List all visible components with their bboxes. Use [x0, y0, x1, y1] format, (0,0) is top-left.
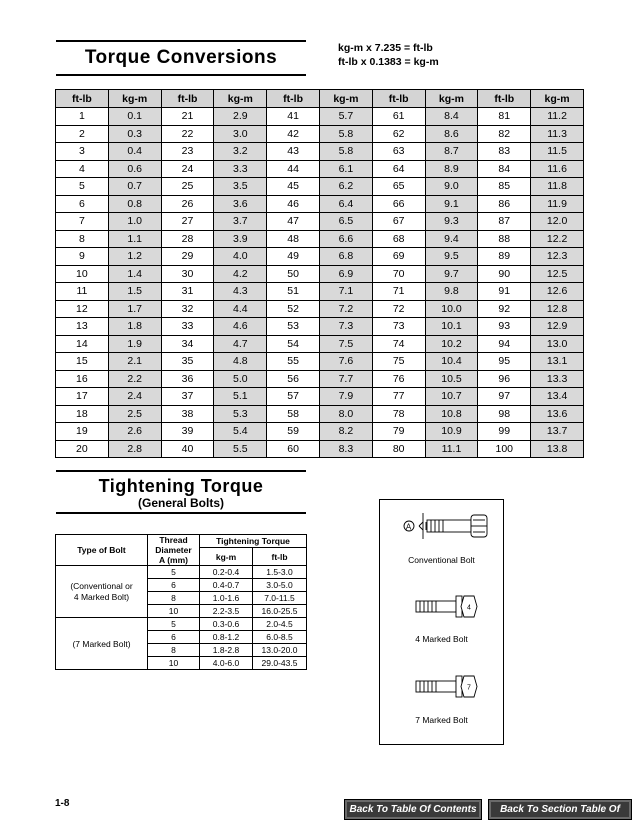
tt-cell: 8 — [148, 592, 200, 605]
conversion-row — [56, 388, 584, 406]
kgm-cell: 11.3 — [531, 125, 584, 143]
tt-header-ftlb: ft-lb — [253, 548, 307, 566]
ftlb-cell: 10 — [56, 265, 109, 283]
ftlb-cell: 42 — [267, 125, 320, 143]
kgm-cell: 6.8 — [319, 248, 372, 266]
ftlb-cell: 49 — [267, 248, 320, 266]
kgm-cell: 2.2 — [108, 370, 161, 388]
ftlb-cell: 71 — [372, 283, 425, 301]
kgm-cell: 1.2 — [108, 248, 161, 266]
kgm-cell: 1.5 — [108, 283, 161, 301]
kgm-cell: 10.9 — [425, 423, 478, 441]
kgm-cell: 0.8 — [108, 195, 161, 213]
ftlb-cell: 47 — [267, 213, 320, 231]
page-title: Torque Conversions — [84, 47, 278, 68]
ftlb-cell: 25 — [161, 178, 214, 196]
ftlb-cell: 5 — [56, 178, 109, 196]
title-rule-top — [56, 40, 306, 42]
kgm-cell: 6.9 — [319, 265, 372, 283]
conversion-row — [56, 178, 584, 196]
svg-text:7: 7 — [467, 684, 471, 692]
ftlb-cell: 38 — [161, 405, 214, 423]
ftlb-cell: 30 — [161, 265, 214, 283]
ftlb-cell: 32 — [161, 300, 214, 318]
kgm-cell: 7.7 — [319, 370, 372, 388]
svg-text:4: 4 — [467, 604, 471, 612]
ftlb-cell: 1 — [56, 108, 109, 126]
tt-cell: 10 — [148, 605, 200, 618]
kgm-cell: 12.5 — [531, 265, 584, 283]
kgm-cell: 5.5 — [214, 440, 267, 458]
kgm-cell: 8.9 — [425, 160, 478, 178]
conversion-row — [56, 125, 584, 143]
tightening-title: Tightening Torque — [98, 476, 264, 496]
ftlb-cell: 59 — [267, 423, 320, 441]
torque-conversion-table — [55, 89, 584, 458]
tt-row — [56, 566, 307, 579]
tt-header-torque: Tightening Torque — [200, 535, 307, 548]
conversion-header-cell: ft-lb — [267, 90, 320, 108]
conversion-row — [56, 195, 584, 213]
tt-cell: 0.4-0.7 — [200, 579, 253, 592]
ftlb-cell: 9 — [56, 248, 109, 266]
ftlb-cell: 84 — [478, 160, 531, 178]
bolt-illustrations — [380, 500, 503, 744]
kgm-cell: 0.3 — [108, 125, 161, 143]
kgm-cell: 12.0 — [531, 213, 584, 231]
kgm-cell: 3.3 — [214, 160, 267, 178]
kgm-cell: 1.1 — [108, 230, 161, 248]
tt-header-thread-2: Diameter — [155, 545, 192, 555]
kgm-cell: 5.8 — [319, 125, 372, 143]
tt-cell: 6 — [148, 579, 200, 592]
kgm-cell: 8.6 — [425, 125, 478, 143]
ftlb-cell: 100 — [478, 440, 531, 458]
kgm-cell: 9.7 — [425, 265, 478, 283]
ftlb-cell: 18 — [56, 405, 109, 423]
ftlb-cell: 81 — [478, 108, 531, 126]
ftlb-cell: 27 — [161, 213, 214, 231]
kgm-cell: 5.8 — [319, 143, 372, 161]
tt-cell: 5 — [148, 618, 200, 631]
kgm-cell: 12.9 — [531, 318, 584, 336]
kgm-cell: 2.9 — [214, 108, 267, 126]
ftlb-cell: 74 — [372, 335, 425, 353]
conversion-row — [56, 265, 584, 283]
kgm-cell: 1.8 — [108, 318, 161, 336]
tt-cell: 6.0-8.5 — [253, 631, 307, 644]
tt-header-type: Type of Bolt — [56, 535, 148, 566]
kgm-cell: 1.7 — [108, 300, 161, 318]
ftlb-cell: 48 — [267, 230, 320, 248]
conversion-row — [56, 108, 584, 126]
ftlb-cell: 93 — [478, 318, 531, 336]
kgm-cell: 0.4 — [108, 143, 161, 161]
conversion-header-row — [56, 90, 584, 108]
tt-cell: 8 — [148, 644, 200, 657]
kgm-cell: 10.8 — [425, 405, 478, 423]
kgm-cell: 10.5 — [425, 370, 478, 388]
ftlb-cell: 88 — [478, 230, 531, 248]
ftlb-cell: 53 — [267, 318, 320, 336]
back-to-table-of-contents-button[interactable]: Back To Table Of Contents — [344, 799, 482, 820]
ftlb-cell: 61 — [372, 108, 425, 126]
ftlb-cell: 86 — [478, 195, 531, 213]
kgm-cell: 5.0 — [214, 370, 267, 388]
kgm-cell: 6.2 — [319, 178, 372, 196]
kgm-cell: 10.2 — [425, 335, 478, 353]
conversion-row — [56, 440, 584, 458]
conversion-row — [56, 423, 584, 441]
ftlb-cell: 19 — [56, 423, 109, 441]
back-to-section-toc-button[interactable]: Back To Section Table Of Contents — [488, 799, 632, 820]
page-number: 1-8 — [55, 798, 70, 809]
conversion-header-cell: kg-m — [531, 90, 584, 108]
ftlb-cell: 57 — [267, 388, 320, 406]
kgm-cell: 5.1 — [214, 388, 267, 406]
kgm-cell: 2.5 — [108, 405, 161, 423]
ftlb-cell: 17 — [56, 388, 109, 406]
kgm-cell: 13.7 — [531, 423, 584, 441]
ftlb-cell: 2 — [56, 125, 109, 143]
conversion-header-cell: ft-lb — [161, 90, 214, 108]
conversion-header-cell: ft-lb — [56, 90, 109, 108]
ftlb-cell: 76 — [372, 370, 425, 388]
conversion-header-cell: ft-lb — [478, 90, 531, 108]
ftlb-cell: 95 — [478, 353, 531, 371]
conversion-header-cell: ft-lb — [372, 90, 425, 108]
kgm-cell: 4.6 — [214, 318, 267, 336]
kgm-cell: 7.5 — [319, 335, 372, 353]
ftlb-cell: 85 — [478, 178, 531, 196]
ftlb-cell: 79 — [372, 423, 425, 441]
kgm-cell: 1.0 — [108, 213, 161, 231]
kgm-cell: 13.6 — [531, 405, 584, 423]
conversion-header-cell: kg-m — [425, 90, 478, 108]
ftlb-cell: 51 — [267, 283, 320, 301]
kgm-cell: 2.1 — [108, 353, 161, 371]
conversion-row — [56, 248, 584, 266]
tt-group-conventional — [56, 566, 148, 618]
conversion-header-cell: kg-m — [108, 90, 161, 108]
ftlb-cell: 54 — [267, 335, 320, 353]
ftlb-cell: 55 — [267, 353, 320, 371]
kgm-cell: 11.9 — [531, 195, 584, 213]
kgm-cell: 7.9 — [319, 388, 372, 406]
ftlb-cell: 24 — [161, 160, 214, 178]
tt-group-1-line-1: (Conventional or — [70, 580, 133, 591]
formula-kgm-to-ftlb: kg-m x 7.235 = ft-lb — [338, 42, 433, 54]
kgm-cell: 9.5 — [425, 248, 478, 266]
kgm-cell: 4.0 — [214, 248, 267, 266]
ftlb-cell: 62 — [372, 125, 425, 143]
kgm-cell: 4.3 — [214, 283, 267, 301]
ftlb-cell: 33 — [161, 318, 214, 336]
ftlb-cell: 23 — [161, 143, 214, 161]
kgm-cell: 13.0 — [531, 335, 584, 353]
kgm-cell: 5.3 — [214, 405, 267, 423]
conversion-row — [56, 213, 584, 231]
conversion-row — [56, 230, 584, 248]
ftlb-cell: 56 — [267, 370, 320, 388]
tt-cell: 2.2-3.5 — [200, 605, 253, 618]
ftlb-cell: 40 — [161, 440, 214, 458]
conversion-header-cell: kg-m — [214, 90, 267, 108]
kgm-cell: 11.8 — [531, 178, 584, 196]
ftlb-cell: 58 — [267, 405, 320, 423]
ftlb-cell: 37 — [161, 388, 214, 406]
ftlb-cell: 67 — [372, 213, 425, 231]
ftlb-cell: 63 — [372, 143, 425, 161]
kgm-cell: 6.4 — [319, 195, 372, 213]
ftlb-cell: 68 — [372, 230, 425, 248]
conversion-row — [56, 335, 584, 353]
kgm-cell: 12.8 — [531, 300, 584, 318]
kgm-cell: 4.7 — [214, 335, 267, 353]
kgm-cell: 13.3 — [531, 370, 584, 388]
ftlb-cell: 11 — [56, 283, 109, 301]
kgm-cell: 11.5 — [531, 143, 584, 161]
tt-cell: 0.8-1.2 — [200, 631, 253, 644]
ftlb-cell: 89 — [478, 248, 531, 266]
ftlb-cell: 34 — [161, 335, 214, 353]
tt-header-thread-3: A (mm) — [159, 555, 188, 565]
ftlb-cell: 15 — [56, 353, 109, 371]
tt-cell: 7.0-11.5 — [253, 592, 307, 605]
ftlb-cell: 60 — [267, 440, 320, 458]
dimension-marker: A — [405, 522, 412, 532]
ftlb-cell: 8 — [56, 230, 109, 248]
kgm-cell: 3.0 — [214, 125, 267, 143]
ftlb-cell: 73 — [372, 318, 425, 336]
kgm-cell: 11.6 — [531, 160, 584, 178]
ftlb-cell: 13 — [56, 318, 109, 336]
ftlb-cell: 29 — [161, 248, 214, 266]
tt-cell: 5 — [148, 566, 200, 579]
ftlb-cell: 97 — [478, 388, 531, 406]
ftlb-cell: 78 — [372, 405, 425, 423]
conversion-row — [56, 318, 584, 336]
title-rule-bottom — [56, 74, 306, 76]
kgm-cell: 6.5 — [319, 213, 372, 231]
kgm-cell: 0.6 — [108, 160, 161, 178]
kgm-cell: 5.4 — [214, 423, 267, 441]
tt-row — [56, 618, 307, 631]
ftlb-cell: 72 — [372, 300, 425, 318]
seven-marked-bolt-icon — [416, 676, 477, 697]
caption-conventional-bolt: Conventional Bolt — [408, 555, 475, 565]
conversion-row — [56, 160, 584, 178]
kgm-cell: 7.2 — [319, 300, 372, 318]
kgm-cell: 4.2 — [214, 265, 267, 283]
ftlb-cell: 50 — [267, 265, 320, 283]
kgm-cell: 10.1 — [425, 318, 478, 336]
tt-header-kgm: kg-m — [200, 548, 253, 566]
tt-cell: 2.0-4.5 — [253, 618, 307, 631]
kgm-cell: 2.8 — [108, 440, 161, 458]
tt-cell: 4.0-6.0 — [200, 657, 253, 670]
kgm-cell: 8.3 — [319, 440, 372, 458]
kgm-cell: 13.4 — [531, 388, 584, 406]
tt-group-7-marked: (7 Marked Bolt) — [56, 618, 148, 670]
tt-cell: 0.3-0.6 — [200, 618, 253, 631]
ftlb-cell: 52 — [267, 300, 320, 318]
tt-cell: 16.0-25.5 — [253, 605, 307, 618]
ftlb-cell: 75 — [372, 353, 425, 371]
ftlb-cell: 6 — [56, 195, 109, 213]
ftlb-cell: 36 — [161, 370, 214, 388]
tt-cell: 29.0-43.5 — [253, 657, 307, 670]
ftlb-cell: 31 — [161, 283, 214, 301]
kgm-cell: 10.7 — [425, 388, 478, 406]
tt-cell: 3.0-5.0 — [253, 579, 307, 592]
ftlb-cell: 39 — [161, 423, 214, 441]
kgm-cell: 0.1 — [108, 108, 161, 126]
ftlb-cell: 83 — [478, 143, 531, 161]
ftlb-cell: 99 — [478, 423, 531, 441]
kgm-cell: 12.6 — [531, 283, 584, 301]
kgm-cell: 6.6 — [319, 230, 372, 248]
bolt-illustration-box — [379, 499, 504, 745]
ftlb-cell: 70 — [372, 265, 425, 283]
kgm-cell: 11.1 — [425, 440, 478, 458]
kgm-cell: 3.5 — [214, 178, 267, 196]
kgm-cell: 8.4 — [425, 108, 478, 126]
ftlb-cell: 21 — [161, 108, 214, 126]
kgm-cell: 9.3 — [425, 213, 478, 231]
tt-cell: 1.8-2.8 — [200, 644, 253, 657]
ftlb-cell: 16 — [56, 370, 109, 388]
kgm-cell: 2.4 — [108, 388, 161, 406]
ftlb-cell: 64 — [372, 160, 425, 178]
kgm-cell: 9.1 — [425, 195, 478, 213]
ftlb-cell: 66 — [372, 195, 425, 213]
kgm-cell: 3.7 — [214, 213, 267, 231]
conversion-row — [56, 353, 584, 371]
ftlb-cell: 96 — [478, 370, 531, 388]
tightening-rule-bottom — [56, 512, 306, 514]
kgm-cell: 7.3 — [319, 318, 372, 336]
kgm-cell: 2.6 — [108, 423, 161, 441]
kgm-cell: 3.2 — [214, 143, 267, 161]
tt-cell: 1.5-3.0 — [253, 566, 307, 579]
conversion-row — [56, 405, 584, 423]
ftlb-cell: 87 — [478, 213, 531, 231]
tt-cell: 13.0-20.0 — [253, 644, 307, 657]
kgm-cell: 13.1 — [531, 353, 584, 371]
ftlb-cell: 46 — [267, 195, 320, 213]
kgm-cell: 9.8 — [425, 283, 478, 301]
ftlb-cell: 82 — [478, 125, 531, 143]
tt-header-thread — [148, 535, 200, 566]
tt-cell: 6 — [148, 631, 200, 644]
ftlb-cell: 41 — [267, 108, 320, 126]
caption-4-marked-bolt: 4 Marked Bolt — [415, 634, 468, 644]
tt-cell: 0.2-0.4 — [200, 566, 253, 579]
kgm-cell: 0.7 — [108, 178, 161, 196]
kgm-cell: 11.2 — [531, 108, 584, 126]
kgm-cell: 8.7 — [425, 143, 478, 161]
ftlb-cell: 35 — [161, 353, 214, 371]
kgm-cell: 7.6 — [319, 353, 372, 371]
kgm-cell: 9.4 — [425, 230, 478, 248]
ftlb-cell: 98 — [478, 405, 531, 423]
conversion-row — [56, 143, 584, 161]
conversion-row — [56, 283, 584, 301]
kgm-cell: 9.0 — [425, 178, 478, 196]
tt-header-thread-1: Thread — [159, 535, 188, 545]
kgm-cell: 5.7 — [319, 108, 372, 126]
conversion-row — [56, 300, 584, 318]
ftlb-cell: 4 — [56, 160, 109, 178]
ftlb-cell: 7 — [56, 213, 109, 231]
kgm-cell: 4.4 — [214, 300, 267, 318]
ftlb-cell: 43 — [267, 143, 320, 161]
kgm-cell: 1.4 — [108, 265, 161, 283]
conversion-row — [56, 370, 584, 388]
ftlb-cell: 14 — [56, 335, 109, 353]
kgm-cell: 13.8 — [531, 440, 584, 458]
kgm-cell: 8.0 — [319, 405, 372, 423]
ftlb-cell: 69 — [372, 248, 425, 266]
tt-header-row — [56, 535, 307, 548]
kgm-cell: 1.9 — [108, 335, 161, 353]
conversion-header-cell: kg-m — [319, 90, 372, 108]
ftlb-cell: 94 — [478, 335, 531, 353]
ftlb-cell: 90 — [478, 265, 531, 283]
ftlb-cell: 92 — [478, 300, 531, 318]
tt-cell: 10 — [148, 657, 200, 670]
caption-7-marked-bolt: 7 Marked Bolt — [415, 715, 468, 725]
four-marked-bolt-icon — [416, 596, 477, 617]
kgm-cell: 7.1 — [319, 283, 372, 301]
ftlb-cell: 22 — [161, 125, 214, 143]
ftlb-cell: 26 — [161, 195, 214, 213]
ftlb-cell: 44 — [267, 160, 320, 178]
tt-group-1-line-2: 4 Marked Bolt) — [73, 591, 130, 602]
kgm-cell: 3.6 — [214, 195, 267, 213]
tt-cell: 1.0-1.6 — [200, 592, 253, 605]
kgm-cell: 8.2 — [319, 423, 372, 441]
kgm-cell: 10.4 — [425, 353, 478, 371]
kgm-cell: 4.8 — [214, 353, 267, 371]
kgm-cell: 3.9 — [214, 230, 267, 248]
ftlb-cell: 45 — [267, 178, 320, 196]
tightening-subtitle: (General Bolts) — [137, 496, 224, 510]
tightening-rule-top — [56, 470, 306, 472]
formula-ftlb-to-kgm: ft-lb x 0.1383 = kg-m — [338, 56, 439, 68]
ftlb-cell: 3 — [56, 143, 109, 161]
tightening-torque-table — [55, 534, 307, 670]
ftlb-cell: 77 — [372, 388, 425, 406]
ftlb-cell: 91 — [478, 283, 531, 301]
ftlb-cell: 12 — [56, 300, 109, 318]
kgm-cell: 6.1 — [319, 160, 372, 178]
kgm-cell: 12.2 — [531, 230, 584, 248]
conventional-bolt-icon — [404, 513, 487, 539]
kgm-cell: 10.0 — [425, 300, 478, 318]
ftlb-cell: 80 — [372, 440, 425, 458]
ftlb-cell: 65 — [372, 178, 425, 196]
kgm-cell: 12.3 — [531, 248, 584, 266]
ftlb-cell: 28 — [161, 230, 214, 248]
ftlb-cell: 20 — [56, 440, 109, 458]
